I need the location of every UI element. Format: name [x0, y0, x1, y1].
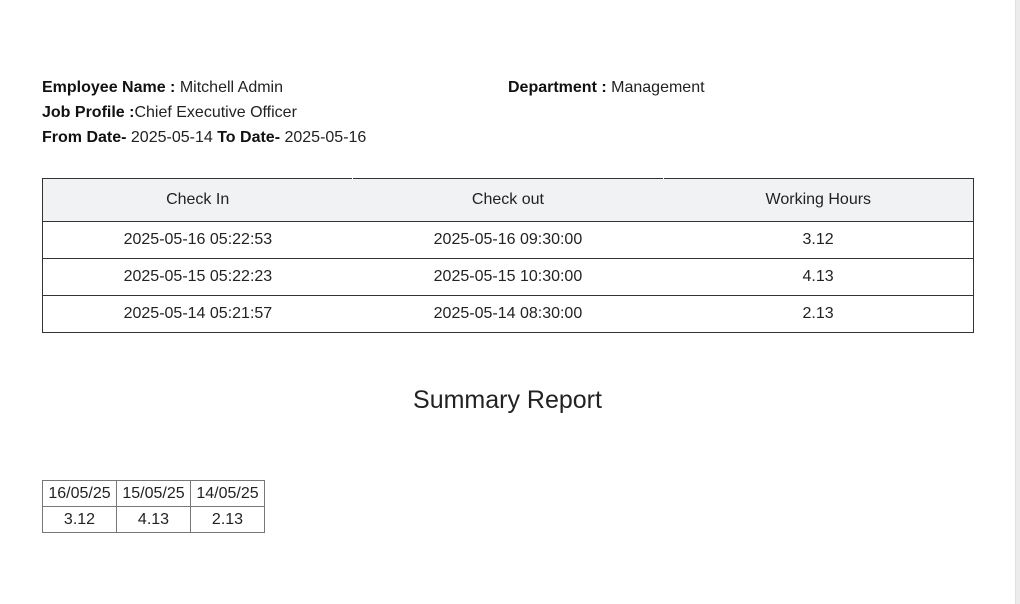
table-row [43, 222, 974, 259]
department-label: Department : [508, 79, 607, 96]
employee-name-line [42, 75, 366, 100]
attendance-header-row [43, 179, 974, 222]
department-value: Management [611, 79, 705, 96]
job-profile-label: Job Profile : [42, 104, 135, 121]
summary-date-cell: 16/05/25 [43, 481, 117, 507]
working-hours-cell: 3.12 [663, 222, 973, 259]
job-profile-value: Chief Executive Officer [134, 104, 297, 121]
scrollbar-track[interactable] [1015, 0, 1020, 604]
summary-dates-row [43, 481, 265, 507]
check-in-cell: 2025-05-16 05:22:53 [43, 222, 353, 259]
table-row [43, 259, 974, 296]
summary-hours-cell: 4.13 [117, 507, 191, 533]
working-hours-cell: 4.13 [663, 259, 973, 296]
working-hours-cell: 2.13 [663, 296, 973, 333]
department-info [508, 75, 705, 100]
employee-name-label: Employee Name : [42, 79, 176, 96]
to-date-value: 2025-05-16 [284, 129, 367, 146]
summary-hours-row [43, 507, 265, 533]
summary-report-title: Summary Report [413, 386, 602, 414]
summary-date-cell: 15/05/25 [117, 481, 191, 507]
check-out-cell: 2025-05-16 09:30:00 [353, 222, 663, 259]
date-range-line [42, 125, 366, 150]
to-date-label: To Date- [217, 129, 281, 146]
employee-info [42, 75, 366, 150]
column-header-check-in: Check In [43, 179, 353, 222]
column-header-working-hours: Working Hours [663, 179, 973, 222]
summary-table [42, 480, 265, 533]
check-out-cell: 2025-05-15 10:30:00 [353, 259, 663, 296]
from-date-value: 2025-05-14 [130, 129, 213, 146]
check-in-cell: 2025-05-15 05:22:23 [43, 259, 353, 296]
attendance-table [42, 178, 974, 333]
check-in-cell: 2025-05-14 05:21:57 [43, 296, 353, 333]
table-row [43, 296, 974, 333]
column-header-check-out: Check out [353, 179, 663, 222]
summary-date-cell: 14/05/25 [191, 481, 265, 507]
from-date-label: From Date- [42, 129, 127, 146]
summary-hours-cell: 2.13 [191, 507, 265, 533]
summary-hours-cell: 3.12 [43, 507, 117, 533]
job-profile-line [42, 100, 366, 125]
employee-name-value: Mitchell Admin [179, 79, 283, 96]
check-out-cell: 2025-05-14 08:30:00 [353, 296, 663, 333]
